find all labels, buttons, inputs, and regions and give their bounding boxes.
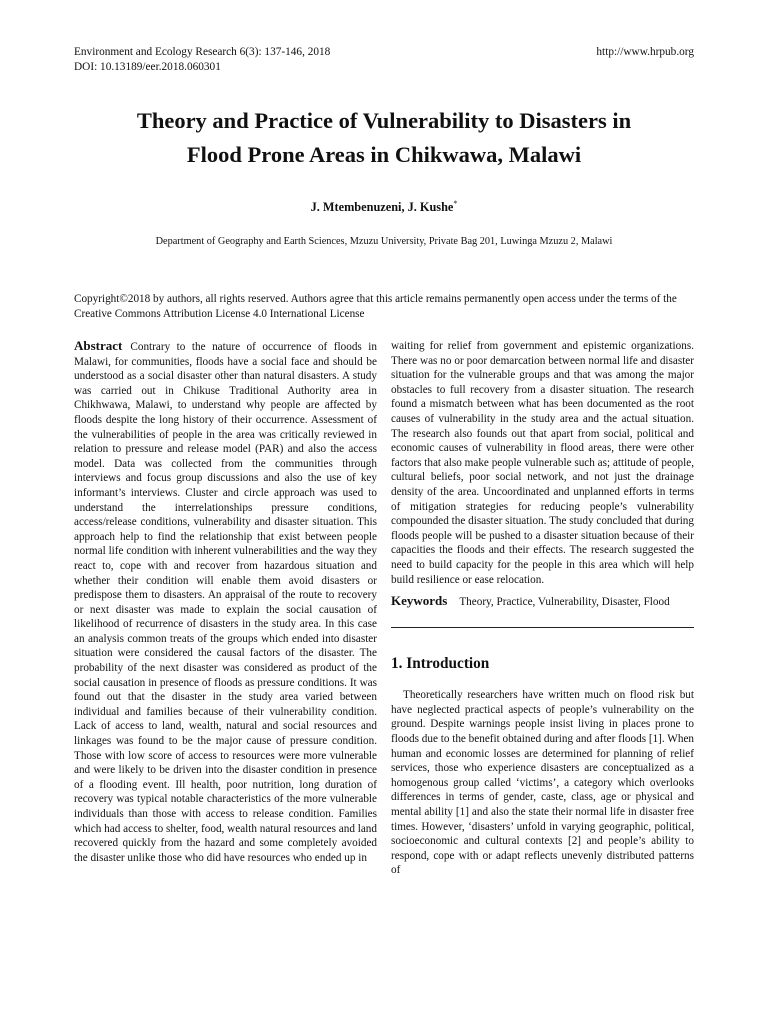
abstract-continuation: waiting for relief from government and epistemic organizations. There was no or poor demarcation between normal life and disaster situation for the vulnerable groups and that was among the major obstacles to full recovery from a disaster situation. The research found a mismatch between what has been documented as the root causes of vulnerability in the study area and the actual situation. The research also founds out that apart from social, political and economic causes of vulnerability in flood areas, there were other factors that also make people vulnerable such as; attitude of people, cultural beliefs, poor social network, and not just the drainage density of the area. Uncoordinated and unplanned efforts in terms of mitigation strategies for reducing people’s vulnerability compounded the disaster situation. The study concluded that during floods people will be pushed to a disaster situation because of their capacities the floods and their effects. The research suggested the need to build capacity for the people in this area which will help build resilience or ease relocation.	[391, 340, 694, 586]
journal-url[interactable]: http://www.hrpub.org	[596, 46, 694, 58]
author-list	[74, 199, 694, 215]
author-affiliation: Department of Geography and Earth Sciences, Mzuzu University, Private Bag 201, Luwinga Mzuzu 2, Malawi	[155, 236, 613, 247]
corresponding-author-mark: *	[453, 199, 458, 208]
running-header	[74, 45, 694, 75]
introduction-text: Theoretically researchers have written much on flood risk but have neglected practical aspects of people’s vulnerability on the ground. Despite warnings people insist living in places prone to floods due to the benefit obtained during and after floods [1]. When human and economic losses are determined for planning of relief services, those who experience disasters are conceptualized as a homogenous group called ‘victims’, a category which overlooks differences in terms of gender, caste, class, age or physical and mental ability [1] and also the state their normal life in disaster free times. However, ‘disasters’ unfold in varying geographic, political, socioeconomic and cultural contexts [2] and people’s ability to respond, cope with or adapt reflects unevenly distributed patterns of	[391, 689, 694, 877]
paper-title	[60, 104, 708, 172]
introduction-heading: 1. Introduction	[391, 654, 490, 672]
keywords-label: Keywords	[391, 593, 448, 609]
keywords-text: Theory, Practice, Vulnerability, Disaster, Flood	[459, 596, 670, 609]
keywords	[391, 594, 694, 610]
left-column	[74, 339, 377, 1019]
copyright-notice: Copyright©2018 by authors, all rights reserved. Authors agree that this article remains permanently open access under the terms of the Creative Commons Attribution License 4.0 International License	[74, 293, 677, 320]
abstract-text: Contrary to the nature of occurrence of floods in Malawi, for communities, floods have a social face and should be understood as a social disaster other than natural disasters. A study was carried out in Chikuse Traditional Authority area in Chikhwawa, Malawi, to understand why people are affected by floods despite the long history of their occurrence. Assessment of the vulnerabilities of people in the area was critically reviewed in relation to pressure and release model (PAR) and also the access model. Data was collected from the communities through interviews and focus group discussions and also the use of key informant’s interviews. Cluster and circle approach was used to understand the interrelationships pressure conditions, access/release conditions, vulnerability and disaster situation. This approach help to find the relationship that exist between people normal life condition with inherent vulnerabilities and the way they react to, cope with and recover from hazardous situation and whether their condition will enable them avoid disasters or predispose them to disasters. An appraisal of the route to recovery or next disaster was made to explain the social causation of likelihood of recurrence of disasters in the study area. In this case an analysis common treats of the groups which ended into disaster situation were considered the causal factors of the disaster. The probability of the next disaster was considered as product of the social causation in presence of floods as pressure conditions. It was found out that the disaster in the study area varied between individual and families because of their vulnerability condition. Lack of access to land, wealth, natural and social resources and linkages was found to be the major cause of pressure condition. Those with low score of access to resources were more vulnerable and were likely to be driven into the disaster condition in presence of a flooding event. Ill health, poor nutrition, long duration of recovery was typical notable characteristics of the more vulnerable individuals than those with access to release condition. Families which had access to shelter, food, wealth natural resources and land recovered quickly from the hazard and some completely avoided the disaster unlike those who did have resources who ended up in	[74, 341, 377, 864]
right-column	[391, 339, 694, 943]
doi: DOI: 10.13189/eer.2018.060301	[74, 61, 221, 73]
title-line-2: Flood Prone Areas in Chikwawa, Malawi	[186, 142, 582, 167]
abstract	[74, 339, 377, 865]
author-names: J. Mtembenuzeni, J. Kushe	[310, 200, 454, 214]
section-divider	[391, 627, 694, 628]
journal-citation: Environment and Ecology Research 6(3): 137-146, 2018	[74, 46, 331, 58]
abstract-label: Abstract	[74, 339, 123, 353]
title-line-1: Theory and Practice of Vulnerability to Disasters in	[136, 108, 632, 133]
